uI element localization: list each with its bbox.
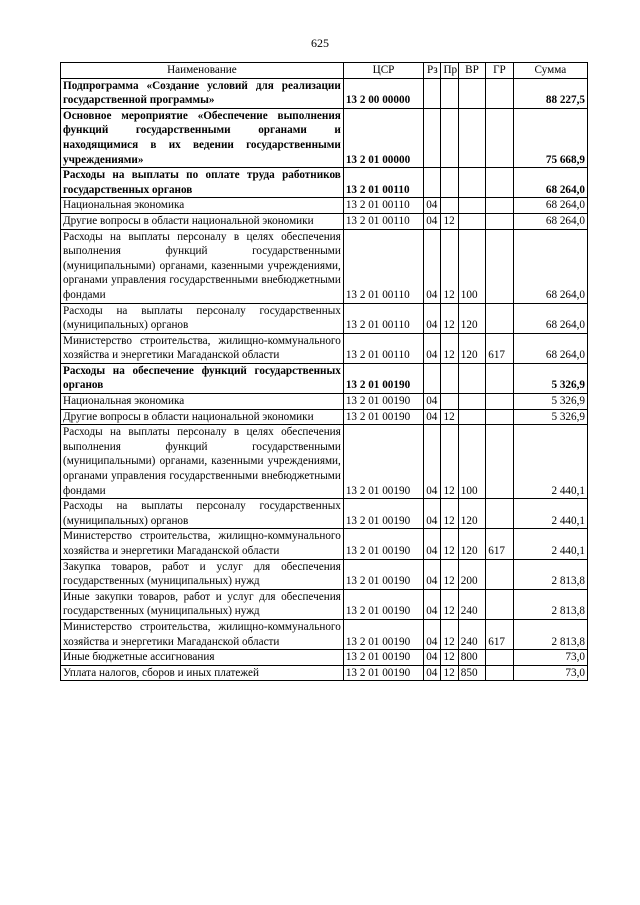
cell-csr: 13 2 01 00190 [343, 499, 423, 529]
cell-sum: 88 227,5 [513, 78, 587, 108]
cell-vr [458, 198, 485, 214]
table-row [61, 363, 588, 393]
cell-rz: 04 [424, 409, 441, 425]
cell-name: Другие вопросы в области национальной экономики [61, 213, 344, 229]
cell-name: Подпрограмма «Создание условий для реализации государственной программы» [61, 78, 344, 108]
cell-sum: 2 813,8 [513, 619, 587, 649]
cell-rz: 04 [424, 499, 441, 529]
cell-sum: 68 264,0 [513, 303, 587, 333]
cell-csr: 13 2 01 00190 [343, 665, 423, 681]
table-header-row [61, 63, 588, 79]
cell-name: Иные бюджетные ассигнования [61, 650, 344, 666]
cell-vr: 850 [458, 665, 485, 681]
cell-rz: 04 [424, 394, 441, 410]
cell-sum: 5 326,9 [513, 394, 587, 410]
cell-gr [486, 168, 513, 198]
table-row [61, 425, 588, 499]
cell-sum: 2 440,1 [513, 529, 587, 559]
cell-csr: 13 2 01 00190 [343, 559, 423, 589]
cell-csr: 13 2 01 00190 [343, 589, 423, 619]
cell-vr: 800 [458, 650, 485, 666]
cell-pr [441, 394, 458, 410]
budget-table [60, 62, 588, 681]
cell-gr [486, 559, 513, 589]
cell-vr [458, 108, 485, 167]
cell-csr: 13 2 01 00190 [343, 529, 423, 559]
cell-gr [486, 425, 513, 499]
cell-csr: 13 2 01 00190 [343, 425, 423, 499]
cell-vr [458, 409, 485, 425]
table-row [61, 499, 588, 529]
cell-csr: 13 2 01 00190 [343, 650, 423, 666]
cell-pr: 12 [441, 213, 458, 229]
cell-pr: 12 [441, 559, 458, 589]
cell-gr [486, 213, 513, 229]
cell-name: Национальная экономика [61, 198, 344, 214]
cell-pr [441, 198, 458, 214]
table-row [61, 409, 588, 425]
cell-name: Расходы на обеспечение функций государственных органов [61, 363, 344, 393]
table-row [61, 333, 588, 363]
cell-rz: 04 [424, 198, 441, 214]
cell-name: Министерство строительства, жилищно-коммунального хозяйства и энергетики Магаданской области [61, 619, 344, 649]
cell-pr: 12 [441, 499, 458, 529]
table-row [61, 650, 588, 666]
cell-name: Министерство строительства, жилищно-коммунального хозяйства и энергетики Магаданской области [61, 333, 344, 363]
cell-vr [458, 394, 485, 410]
cell-rz: 04 [424, 665, 441, 681]
cell-name: Расходы на выплаты персоналу государственных (муниципальных) органов [61, 499, 344, 529]
cell-rz: 04 [424, 589, 441, 619]
cell-name: Основное мероприятие «Обеспечение выполнения функций государственными органами и находящимися в их ведении государственными учреждениями» [61, 108, 344, 167]
cell-pr: 12 [441, 650, 458, 666]
cell-pr: 12 [441, 589, 458, 619]
cell-vr: 120 [458, 333, 485, 363]
cell-gr [486, 363, 513, 393]
cell-gr [486, 198, 513, 214]
cell-pr: 12 [441, 529, 458, 559]
cell-vr: 200 [458, 559, 485, 589]
cell-gr [486, 650, 513, 666]
table-row [61, 213, 588, 229]
cell-pr: 12 [441, 333, 458, 363]
cell-rz: 04 [424, 333, 441, 363]
cell-vr [458, 213, 485, 229]
cell-vr: 100 [458, 229, 485, 303]
table-body [61, 78, 588, 681]
cell-gr [486, 665, 513, 681]
cell-pr: 12 [441, 409, 458, 425]
header-rz: Рз [424, 63, 441, 79]
header-name: Наименование [61, 63, 344, 79]
table-row [61, 229, 588, 303]
cell-csr: 13 2 01 00110 [343, 198, 423, 214]
cell-name: Расходы на выплаты персоналу государственных (муниципальных) органов [61, 303, 344, 333]
cell-gr [486, 229, 513, 303]
cell-gr: 617 [486, 619, 513, 649]
cell-sum: 73,0 [513, 665, 587, 681]
cell-vr: 120 [458, 303, 485, 333]
cell-sum: 68 264,0 [513, 198, 587, 214]
cell-gr [486, 303, 513, 333]
cell-vr: 120 [458, 499, 485, 529]
page-number: 625 [311, 36, 329, 50]
cell-vr: 120 [458, 529, 485, 559]
table-row [61, 78, 588, 108]
table-row [61, 168, 588, 198]
table-row [61, 589, 588, 619]
cell-rz: 04 [424, 529, 441, 559]
table-row [61, 394, 588, 410]
cell-rz: 04 [424, 425, 441, 499]
cell-csr: 13 2 01 00110 [343, 229, 423, 303]
cell-pr [441, 108, 458, 167]
cell-gr [486, 589, 513, 619]
cell-rz [424, 363, 441, 393]
cell-rz: 04 [424, 559, 441, 589]
header-pr: Пр [441, 63, 458, 79]
cell-vr: 240 [458, 589, 485, 619]
cell-sum: 5 326,9 [513, 363, 587, 393]
cell-gr [486, 78, 513, 108]
cell-rz: 04 [424, 619, 441, 649]
cell-name: Другие вопросы в области национальной экономики [61, 409, 344, 425]
cell-csr: 13 2 01 00110 [343, 303, 423, 333]
cell-csr: 13 2 01 00190 [343, 394, 423, 410]
cell-csr: 13 2 01 00110 [343, 168, 423, 198]
cell-name: Иные закупки товаров, работ и услуг для обеспечения государственных (муниципальных) нужд [61, 589, 344, 619]
cell-rz: 04 [424, 229, 441, 303]
cell-csr: 13 2 01 00190 [343, 363, 423, 393]
cell-sum: 68 264,0 [513, 333, 587, 363]
cell-pr: 12 [441, 229, 458, 303]
cell-csr: 13 2 01 00000 [343, 108, 423, 167]
cell-sum: 2 813,8 [513, 589, 587, 619]
cell-gr [486, 499, 513, 529]
cell-vr: 240 [458, 619, 485, 649]
cell-sum: 68 264,0 [513, 168, 587, 198]
cell-name: Расходы на выплаты персоналу в целях обеспечения выполнения функций государственными (муниципальными) органами, казенными учреждениями, органами управления государственными внебюджетными фондами [61, 229, 344, 303]
cell-sum: 5 326,9 [513, 409, 587, 425]
cell-pr [441, 363, 458, 393]
cell-rz [424, 168, 441, 198]
cell-vr [458, 363, 485, 393]
cell-pr: 12 [441, 303, 458, 333]
table-row [61, 198, 588, 214]
table-row [61, 665, 588, 681]
cell-sum: 75 668,9 [513, 108, 587, 167]
cell-rz [424, 108, 441, 167]
cell-csr: 13 2 01 00110 [343, 333, 423, 363]
cell-name: Уплата налогов, сборов и иных платежей [61, 665, 344, 681]
cell-gr: 617 [486, 333, 513, 363]
header-gr: ГР [486, 63, 513, 79]
cell-gr [486, 108, 513, 167]
cell-csr: 13 2 01 00190 [343, 409, 423, 425]
cell-rz: 04 [424, 213, 441, 229]
cell-name: Расходы на выплаты по оплате труда работников государственных органов [61, 168, 344, 198]
cell-csr: 13 2 01 00190 [343, 619, 423, 649]
cell-rz [424, 78, 441, 108]
header-vr: ВР [458, 63, 485, 79]
table-row [61, 108, 588, 167]
cell-vr [458, 168, 485, 198]
cell-sum: 2 440,1 [513, 499, 587, 529]
cell-pr [441, 168, 458, 198]
cell-name: Министерство строительства, жилищно-коммунального хозяйства и энергетики Магаданской области [61, 529, 344, 559]
table-row [61, 619, 588, 649]
cell-csr: 13 2 00 00000 [343, 78, 423, 108]
cell-rz: 04 [424, 303, 441, 333]
cell-rz: 04 [424, 650, 441, 666]
cell-sum: 2 440,1 [513, 425, 587, 499]
cell-pr: 12 [441, 665, 458, 681]
cell-name: Закупка товаров, работ и услуг для обеспечения государственных (муниципальных) нужд [61, 559, 344, 589]
table-row [61, 529, 588, 559]
cell-sum: 2 813,8 [513, 559, 587, 589]
cell-csr: 13 2 01 00110 [343, 213, 423, 229]
header-csr: ЦСР [343, 63, 423, 79]
cell-name: Национальная экономика [61, 394, 344, 410]
cell-name: Расходы на выплаты персоналу в целях обеспечения выполнения функций государственными (муниципальными) органами, казенными учреждениями, органами управления государственными внебюджетными фондами [61, 425, 344, 499]
cell-sum: 73,0 [513, 650, 587, 666]
cell-pr: 12 [441, 425, 458, 499]
header-sum: Сумма [513, 63, 587, 79]
cell-vr: 100 [458, 425, 485, 499]
cell-pr [441, 78, 458, 108]
cell-vr [458, 78, 485, 108]
cell-gr [486, 394, 513, 410]
cell-sum: 68 264,0 [513, 229, 587, 303]
cell-sum: 68 264,0 [513, 213, 587, 229]
cell-pr: 12 [441, 619, 458, 649]
table-row [61, 559, 588, 589]
cell-gr [486, 409, 513, 425]
table-row [61, 303, 588, 333]
cell-gr: 617 [486, 529, 513, 559]
